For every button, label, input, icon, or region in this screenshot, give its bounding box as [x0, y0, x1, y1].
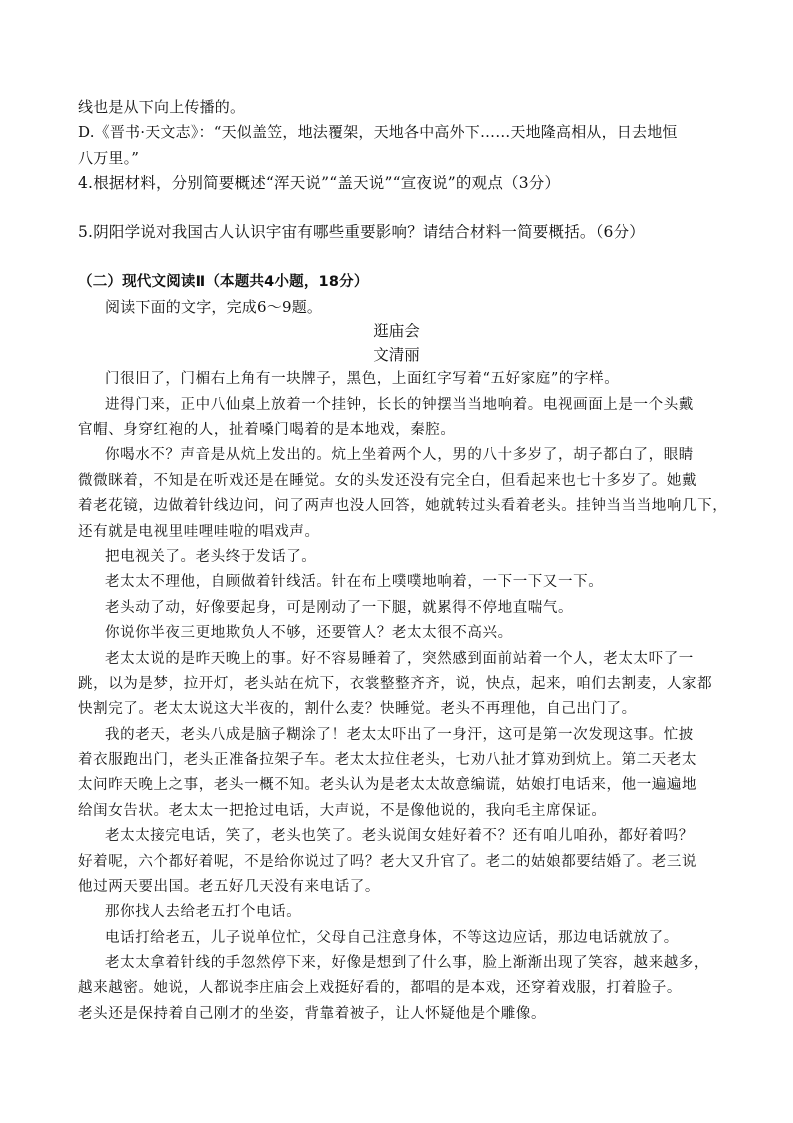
story-line: 你说你半夜三更地欺负人不够，还要管人？老太太很不高兴。	[105, 625, 513, 641]
story-line: 着老花镜，边做着针线边问，问了两声也没人回答，她就转过头看着老头。挂钟当当当地响几下，	[78, 498, 728, 514]
story-line: 门很旧了，门楣右上角有一块牌子，黑色，上面红字写着“五好家庭”的字样。	[105, 371, 620, 387]
story-line: 那你找人去给老五打个电话。	[105, 904, 302, 920]
story-title: 逛庙会	[373, 322, 420, 340]
story-line: 老头动了动，好像要起身，可是刚动了一下腿，就累得不停地直喘气。	[105, 600, 574, 616]
story-line: 跳，以为是梦，拉开灯，老头站在炕下，衣裳整整齐齐，说，快点，起来，咱们去割麦，人家都	[78, 676, 713, 692]
story-line: 老太太说的是昨天晚上的事。好不容易睡着了，突然感到面前站着一个人，老太太吓了一	[105, 651, 694, 667]
story-line: 电话打给老五，儿子说单位忙，父母自己注意身体，不等这边应话，那边电话就放了。	[105, 930, 679, 946]
story-line: 老太太不理他，自顾做着针线活。针在布上噗噗地响着，一下一下又一下。	[105, 574, 604, 590]
story-line: 老太太接完电话，笑了，老头也笑了。老头说闺女娃好着不？还有咱儿咱孙，都好着吗？	[105, 828, 694, 844]
story-line: 老头还是保持着自己刚才的坐姿，背靠着被子，让人怀疑他是个雕像。	[78, 1006, 547, 1022]
story-line: 他过两天要出国。老五好几天没有来电话了。	[78, 879, 380, 895]
text-line: D.《晋书·天文志》：“天似盖笠，地法覆架，天地各中高外下……天地隆高相从，日去地恒	[78, 123, 678, 141]
story-line: 还有就是电视里哇哩哇啦的唱戏声。	[78, 524, 320, 540]
story-line: 给闺女告状。老太太一把抢过电话，大声说，不是像他说的，我向毛主席保证。	[78, 803, 607, 819]
section-heading: （二）现代文阅读Ⅱ（本题共4小题，18分）	[78, 274, 369, 290]
story-line: 越来越密。她说，人都说李庄庙会上戏挺好看的，都唱的是本戏，还穿着戏服，打着脸子。	[78, 980, 682, 996]
story-line: 快割完了。老太太说这大半夜的，割什么麦？快睡觉。老头不再理他，自己出门了。	[78, 701, 637, 717]
story-line: 着衣服跑出门，老头正准备拉架子车。老太太拉住老头，七劝八扯才算劝到炕上。第二天老太	[78, 752, 698, 768]
story-line: 官帽、身穿红袍的人，扯着嗓门喝着的是本地戏，秦腔。	[78, 422, 456, 438]
story-line: 微微眯着，不知是在听戏还是在睡觉。女的头发还没有完全白，但看起来也七十多岁了。她戴	[78, 473, 698, 489]
story-line: 太问昨天晚上之事，老头一概不知。老头认为是老太太故意编谎，姑娘打电话来，他一遍遍地	[78, 777, 698, 793]
question-4: 4.根据材料，分别简要概述“浑天说”“盖天说”“宣夜说”的观点（3分）	[78, 174, 561, 192]
story-line: 老太太拿着针线的手忽然停下来，好像是想到了什么事，脸上渐渐出现了笑容，越来越多，	[105, 955, 709, 971]
story-line: 进得门来，正中八仙桌上放着一个挂钟，长长的钟摆当当地响着。电视画面上是一个头戴	[105, 397, 694, 413]
story-line: 我的老天，老头八成是脑子糊涂了！老太太吓出了一身汗，这可是第一次发现这事。忙披	[105, 727, 694, 743]
text-line: 线也是从下向上传播的。	[78, 98, 246, 116]
story-line: 你喝水不？声音是从炕上发出的。炕上坐着两个人，男的八十多岁了，胡子都白了，眼睛	[105, 447, 694, 463]
story-line: 把电视关了。老头终于发话了。	[105, 549, 317, 565]
story-line: 好着呢，六个都好着呢，不是给你说过了吗？老大又升官了。老二的姑娘都要结婚了。老三说	[78, 854, 698, 870]
text-line: 八万里。”	[78, 149, 140, 167]
section-instruction: 阅读下面的文字，完成6～9题。	[105, 298, 323, 316]
question-5: 5.阴阳学说对我国古人认识宇宙有哪些重要影响？请结合材料一简要概括。（6分）	[78, 223, 646, 241]
story-author: 文清丽	[373, 346, 420, 364]
